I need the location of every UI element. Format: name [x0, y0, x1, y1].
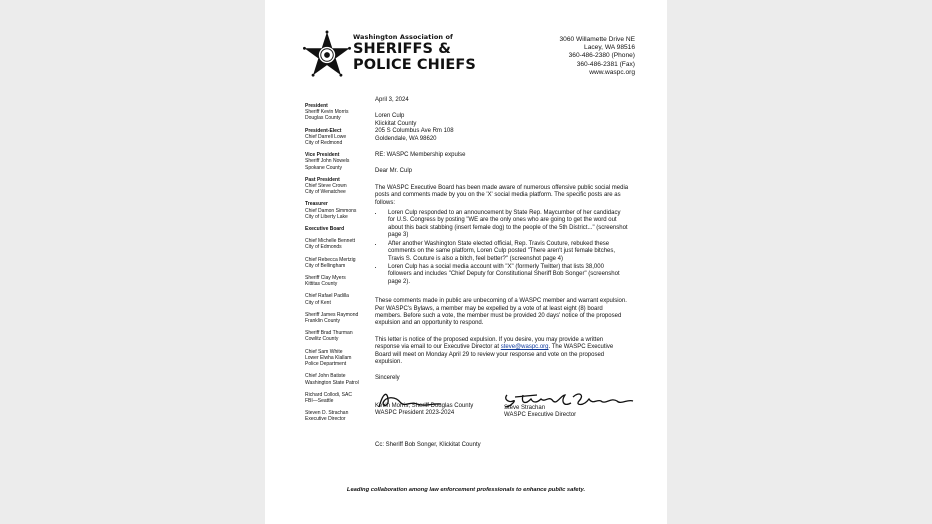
- list-item: • After another Washington State elected official, Rep. Travis Couture, rebuked these comments on the same platform, Loren Culp posted "There aren't just female bitches, Travis S. Couture is also a bitch, feel better?" (screenshot page 4): [384, 241, 629, 263]
- sidebar-officer-group: [305, 293, 377, 305]
- sidebar-officer-line: Chief Steve Crown: [305, 183, 347, 190]
- sidebar-group-title: Treasurer: [305, 201, 328, 208]
- sidebar-group-title: President-Elect: [305, 127, 342, 134]
- sidebar-officer-group: [305, 226, 377, 232]
- org-address-block: [560, 36, 636, 77]
- notice-text-a: This letter is notice of the proposed expulsion. If you desire, you may provide a written response via email to our Executive Director at: [375, 336, 604, 351]
- list-item: • Loren Culp responded to an announcement by State Rep. Maycumber of her candidacy for U.S. Congress by posting "WE are the only ones who are going to get the word out about this back stabbing (insert female dog) to the people of the 5th District..." (screenshot page 3): [384, 210, 629, 240]
- sidebar-officer-group: [305, 410, 377, 422]
- signer-2-name: Steve Strachan: [504, 404, 546, 411]
- signer-2-title: WASPC Executive Director: [504, 412, 577, 419]
- recipient-line: Goldendale, WA 98620: [375, 135, 437, 142]
- notice-text-b: . The WASPC Executive Board will meet on Monday April 29 to review your response and vote on the proposed expulsion.: [375, 344, 614, 365]
- sidebar-officer-line: Richard Collodi, SAC: [305, 391, 352, 398]
- organization-name: [353, 34, 513, 73]
- phone-line: 360-486-2380 (Phone): [568, 52, 635, 60]
- posts-list: [375, 210, 629, 286]
- sidebar-officer-group: [305, 238, 377, 250]
- sidebar-group-title: Vice President: [305, 152, 340, 159]
- address-line: 3060 Willamette Drive NE: [559, 36, 635, 43]
- sidebar-officer-group: [305, 349, 377, 368]
- sidebar-officer-line: Spokane County: [305, 164, 342, 171]
- paragraph-intro: The WASPC Executive Board has been made aware of numerous offensive public social media posts and comments made by you on the 'X' social media platform. The specific posts are as follows:: [375, 184, 629, 206]
- sidebar-officer-line: Chief Rafael Padilla: [305, 293, 349, 300]
- sidebar-officer-line: City of Edmonds: [305, 244, 342, 251]
- sidebar-officer-line: Chief Rebecca Mertzig: [305, 256, 356, 263]
- address-line: Lacey, WA 98516: [584, 44, 635, 52]
- sidebar-officer-line: Franklin County: [305, 318, 341, 325]
- sidebar-officer-line: City of Redmond: [305, 140, 343, 147]
- sidebar-officer-group: [305, 312, 377, 324]
- letter-page: [265, 0, 667, 524]
- sidebar-officer-group: [305, 275, 377, 287]
- sidebar-officer-line: Chief Damon Simmons: [305, 207, 357, 214]
- sidebar-officer-line: Cowlitz County: [305, 336, 339, 343]
- website-line: www.waspc.org: [589, 68, 635, 76]
- sidebar-officer-line: FBI—Seattle: [305, 397, 334, 404]
- sidebar-officer-group: [305, 201, 377, 220]
- letterhead: [265, 22, 667, 82]
- salutation: Dear Mr. Culp: [375, 168, 413, 175]
- sidebar-officer-group: [305, 392, 377, 404]
- org-line-1: Washington Association of: [353, 33, 453, 41]
- recipient-line: 205 S Columbus Ave Rm 108: [375, 128, 454, 135]
- sidebar-officer-line: Douglas County: [305, 115, 341, 122]
- subject-line: RE: WASPC Membership expulse: [375, 152, 466, 159]
- cc-line: Cc: Sheriff Bob Songer, Klickitat County: [375, 441, 481, 448]
- sidebar-officer-line: Steven D. Strachan: [305, 410, 349, 417]
- signer-1-name: Kevin Morris, Sheriff Douglas County: [375, 402, 474, 409]
- sidebar-officer-line: Chief Darrell Lowe: [305, 133, 347, 140]
- org-line-2: SHERIFFS &: [353, 40, 451, 57]
- recipient-address: [375, 113, 629, 143]
- email-link[interactable]: steve@waspc.org: [500, 344, 549, 351]
- fax-line: 360-486-2381 (Fax): [576, 60, 635, 68]
- sidebar-officer-group: [305, 257, 377, 269]
- sidebar-group-title: Past President: [305, 176, 340, 183]
- sidebar-officer-line: Sheriff Clay Myers: [305, 275, 346, 282]
- sidebar-officer-line: City of Wenatchee: [305, 189, 346, 196]
- sidebar-officer-line: Executive Director: [305, 416, 346, 423]
- sidebar-officer-line: Sheriff Kevin Morris: [305, 109, 349, 116]
- sidebar-group-title: President: [305, 103, 328, 109]
- sidebar-officer-line: Chief John Batiste: [305, 373, 346, 380]
- sidebar-officer-group: [305, 103, 377, 122]
- sidebar-officer-group: [305, 128, 377, 147]
- sidebar-officer-line: Sheriff John Nowels: [305, 158, 350, 165]
- sidebar-officer-line: Sheriff Brad Thurman: [305, 330, 353, 337]
- sidebar-officer-line: City of Kent: [305, 299, 331, 306]
- sidebar-officer-line: Chief Michelle Bennett: [305, 238, 356, 245]
- sidebar-group-title: Executive Board: [305, 226, 345, 233]
- sidebar-officer-group: [305, 152, 377, 171]
- paragraph-expulsion: These comments made in public are unbecoming of a WASPC member and warrant expulsion. Per WASPC's Bylaws, a member may be expelled by a vote of at least eight (8) board members. Before such a vote, the member must be provided 20 days' notice of the proposed expulsion and an opportunity to respond.: [375, 298, 627, 327]
- sidebar-officer-line: Kittitas County: [305, 281, 338, 288]
- sidebar-officer-group: [305, 177, 377, 196]
- list-item: • Loren Culp has a social media account with "X" (formerly Twitter) that lists 38,000 followers and includes "Chief Deputy for Constitutional Sheriff Bob Songer" (screenshot page 2).: [384, 264, 629, 286]
- sidebar-officer-line: Chief Sam White: [305, 348, 343, 355]
- sidebar-officer-group: [305, 373, 377, 385]
- officers-sidebar: [305, 103, 377, 429]
- sidebar-officer-line: Lower Elwha Klallam: [305, 354, 352, 361]
- sheriff-star-logo: [303, 30, 351, 80]
- signer-1-title: WASPC President 2023-2024: [375, 410, 455, 417]
- paragraph-notice: [375, 337, 629, 367]
- signer-2: [504, 405, 624, 420]
- sidebar-officer-line: City of Liberty Lake: [305, 213, 348, 220]
- letter-date: April 3, 2024: [375, 97, 409, 103]
- recipient-line: Loren Culp: [375, 113, 405, 120]
- sidebar-officer-line: City of Bellingham: [305, 262, 346, 269]
- sidebar-officer-group: [305, 330, 377, 342]
- letter-body: [375, 97, 629, 449]
- sidebar-officer-line: Washington State Patrol: [305, 379, 359, 386]
- footer-motto: Leading collaboration among law enforcement professionals to enhance public safety.: [346, 487, 586, 493]
- sidebar-officer-line: Police Department: [305, 361, 347, 368]
- signature-block: [375, 389, 629, 433]
- sidebar-officer-line: Sheriff James Raymond: [305, 311, 359, 318]
- org-line-3: POLICE CHIEFS: [353, 57, 476, 73]
- signer-1: [375, 403, 495, 418]
- recipient-line: Klickitat County: [375, 120, 417, 127]
- closing: Sincerely: [375, 375, 400, 382]
